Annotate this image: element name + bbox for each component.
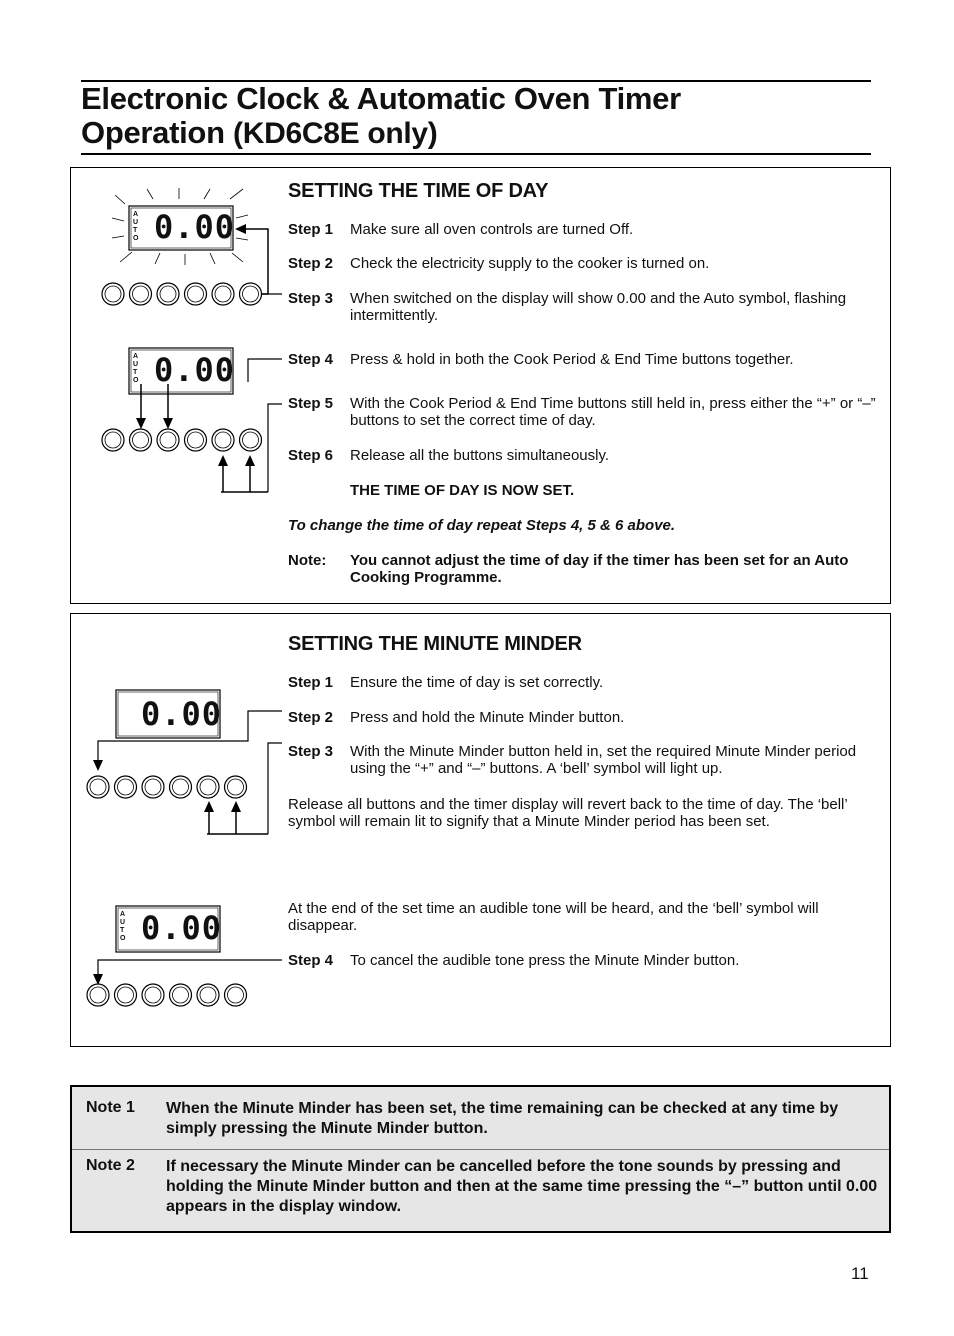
title-line-1: Electronic Clock & Automatic Oven Timer: [81, 81, 681, 116]
minute-minder-title: SETTING THE MINUTE MINDER: [288, 633, 582, 655]
mm-step-4-text: To cancel the audible tone press the Minute Minder button.: [350, 952, 740, 969]
tod-step-4-label: Step 4: [288, 351, 334, 368]
mm-step-3-text: With the Minute Minder button held in, set the required Minute Minder period using the “+” and “–” buttons. A ‘bell’ symbol will light up.: [350, 743, 857, 777]
mm-button-row-1: [87, 776, 247, 798]
mm-step-3-label: Step 3: [288, 743, 334, 760]
title-model-suffix: (KD6C8E only): [233, 117, 438, 150]
display-4-auto: A U T O: [120, 911, 126, 942]
tod-button-row-1: [102, 283, 262, 305]
tod-button-row-2: [102, 429, 262, 451]
tod-step-1-text: Make sure all oven controls are turned Off.: [350, 221, 634, 238]
mm-step-2-text: Press and hold the Minute Minder button.: [350, 709, 625, 726]
tod-step-6-label: Step 6: [288, 447, 334, 464]
mm-release-text: Release all buttons and the timer display will revert back to the time of day. The ‘bell’ symbol will remain lit to signify that a Minute Minder period has been set.: [288, 796, 848, 830]
display-1-auto: A U T O: [133, 211, 139, 242]
tod-step-6-text: Release all the buttons simultaneously.: [350, 447, 610, 464]
display-2-digits: 0.00: [154, 351, 236, 389]
time-of-day-title: SETTING THE TIME OF DAY: [288, 180, 549, 202]
tod-repeat-note: To change the time of day repeat Steps 4, 5 & 6 above.: [288, 517, 676, 534]
mm-step-1-label: Step 1: [288, 674, 334, 691]
mm-step-4-label: Step 4: [288, 952, 334, 969]
tod-step-4-text: Press & hold in both the Cook Period & End Time buttons together.: [350, 351, 794, 368]
tod-step-2-label: Step 2: [288, 255, 334, 272]
display-3-digits: 0.00: [141, 695, 223, 733]
page-number: 11: [851, 1264, 869, 1283]
mm-end-text: At the end of the set time an audible tone will be heard, and the ‘bell’ symbol will disappear.: [288, 900, 819, 934]
tod-note-label: Note:: [288, 552, 327, 569]
tod-step-5-label: Step 5: [288, 395, 334, 412]
tod-step-5-text: With the Cook Period & End Time buttons still held in, press either the “+” or “–” buttons to set the correct time of day.: [350, 395, 876, 429]
notes-divider: [72, 1149, 889, 1150]
notes-box: [70, 1085, 891, 1233]
tod-set-notice: THE TIME OF DAY IS NOW SET.: [350, 482, 575, 499]
tod-step-3-text: When switched on the display will show 0.00 and the Auto symbol, flashing intermittently.: [350, 290, 847, 324]
display-2-auto: A U T O: [133, 353, 139, 384]
tod-note-text: You cannot adjust the time of day if the timer has been set for an Auto Cooking Programme.: [350, 552, 849, 586]
tod-step-3-label: Step 3: [288, 290, 334, 307]
mm-step-2-label: Step 2: [288, 709, 334, 726]
display-1-digits: 0.00: [154, 208, 236, 246]
note-1-label: Note 1: [86, 1099, 135, 1116]
mm-step-1-text: Ensure the time of day is set correctly.: [350, 674, 604, 691]
note-1-text: When the Minute Minder has been set, the time remaining can be checked at any time by simply pressing the Minute Minder button.: [166, 1100, 839, 1137]
display-4-digits: 0.00: [141, 909, 223, 947]
tod-step-1-label: Step 1: [288, 221, 334, 238]
title-line-2-main: Operation: [81, 115, 225, 150]
note-2-text: If necessary the Minute Minder can be cancelled before the tone sounds by pressing and holding the Minute Minder button and then at the same time pressing the “–” button until 0.00 appears in the display window.: [166, 1158, 878, 1215]
note-2-label: Note 2: [86, 1157, 135, 1174]
mm-button-row-2: [87, 984, 247, 1006]
tod-step-2-text: Check the electricity supply to the cooker is turned on.: [350, 255, 710, 272]
